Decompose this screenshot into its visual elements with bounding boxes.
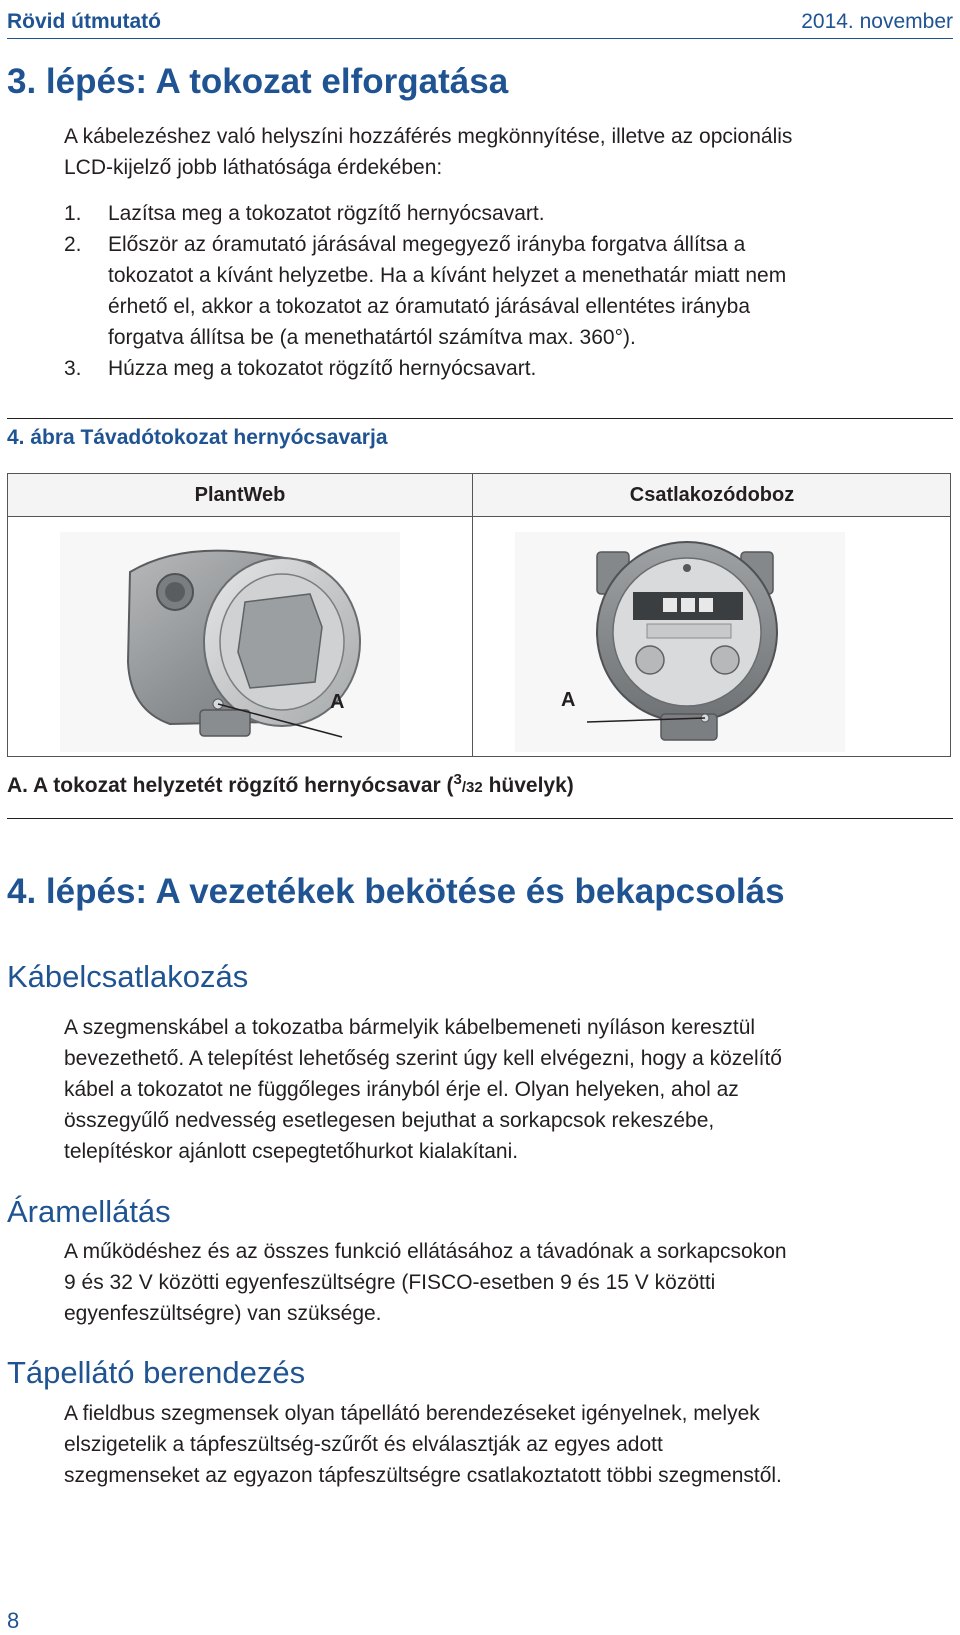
- figure-legend-suffix: hüvelyk): [482, 774, 574, 797]
- figure-legend-numerator: 3: [453, 771, 462, 788]
- list-item-line: Először az óramutató járásával megegyező irányba forgatva állítsa a: [108, 233, 746, 256]
- figure-top-rule: [7, 418, 953, 419]
- body-line: A fieldbus szegmensek olyan tápellátó berendezéseket igényelnek, melyek: [64, 1402, 760, 1425]
- plantweb-housing-image: [60, 532, 400, 752]
- list-item-number: 3.: [64, 357, 82, 380]
- page-number: 8: [7, 1608, 20, 1633]
- figure-legend-text: A. A tokozat helyzetét rögzítő hernyócsavar (: [7, 774, 454, 797]
- list-item: [64, 198, 944, 229]
- list-item-line: érhető el, akkor a tokozatot az óramutató járásával ellentétes irányba: [108, 295, 751, 318]
- figure-header-row: [8, 474, 950, 517]
- list-item-line: Lazítsa meg a tokozatot rögzítő hernyócsavart.: [108, 202, 545, 225]
- step3-intro-line: LCD-kijelző jobb láthatósága érdekében:: [64, 156, 443, 179]
- step3-intro-line: A kábelezéshez való helyszíni hozzáférés megkönnyítése, illetve az opcionális: [64, 125, 793, 148]
- list-item-number: 2.: [64, 233, 82, 256]
- body-line: A szegmenskábel a tokozatba bármelyik kábelbemeneti nyíláson keresztül: [64, 1016, 756, 1039]
- section-heading-power: Áramellátás: [7, 1194, 171, 1229]
- section-body-cable: [64, 1012, 944, 1167]
- section-heading-cable: Kábelcsatlakozás: [7, 959, 249, 994]
- body-line: kábel a tokozatot ne függőleges irányból érje el. Olyan helyeken, ahol az: [64, 1078, 739, 1101]
- body-line: bevezethető. A telepítést lehetőség szerint úgy kell elvégezni, hogy a közelítő: [64, 1047, 782, 1070]
- header-doc-type: Rövid útmutató: [7, 10, 161, 33]
- figure-column-divider: [472, 474, 473, 756]
- body-line: szegmenseket az egyazon tápfeszültségre csatlakoztatott többi szegmenstől.: [64, 1464, 782, 1487]
- figure-legend: [7, 771, 574, 798]
- figure-legend-denominator: /32: [461, 779, 483, 796]
- callout-a-left: A: [330, 691, 345, 713]
- body-line: összegyűlő nedvesség esetlegesen bejuthat a sorkapcsok rekeszébe,: [64, 1109, 715, 1132]
- step3-title: 3. lépés: A tokozat elforgatása: [7, 62, 509, 101]
- step3-list: [64, 198, 944, 384]
- list-item-number: 1.: [64, 202, 82, 225]
- body-line: 9 és 32 V közötti egyenfeszültségre (FISCO-esetben 9 és 15 V közötti: [64, 1271, 716, 1294]
- body-line: telepítéskor ajánlott csepegtetőhurkot kialakítani.: [64, 1140, 519, 1163]
- list-item: [64, 353, 944, 384]
- list-item-line: tokozatot a kívánt helyzetbe. Ha a kívánt helyzet a menethatár miatt nem: [108, 264, 787, 287]
- figure-caption: 4. ábra Távadótokozat hernyócsavarja: [7, 426, 388, 449]
- page-header: [7, 8, 953, 39]
- figure-bottom-rule: [7, 818, 953, 819]
- body-line: egyenfeszültségre) van szüksége.: [64, 1302, 382, 1325]
- figure-table: [7, 473, 951, 757]
- list-item: [64, 229, 944, 353]
- body-line: elszigetelik a tápfeszültség-szűrőt és elválasztják az egyes adott: [64, 1433, 663, 1456]
- callout-a-right: A: [561, 689, 576, 711]
- section-body-power-supply: [64, 1398, 944, 1491]
- body-line: A működéshez és az összes funkció ellátásához a távadónak a sorkapcsokon: [64, 1240, 787, 1263]
- figure-col-plantweb: PlantWeb: [194, 484, 286, 506]
- step4-title: 4. lépés: A vezetékek bekötése és bekapcsolás: [7, 872, 785, 911]
- junction-box-image: [515, 532, 845, 752]
- section-body-power: [64, 1236, 944, 1329]
- list-item-line: forgatva állítsa be (a menethatártól számítva max. 360°).: [108, 326, 636, 349]
- header-date: 2014. november: [801, 10, 953, 33]
- figure-col-junction-box: Csatlakozódoboz: [629, 484, 795, 506]
- section-heading-power-supply: Tápellátó berendezés: [7, 1355, 306, 1390]
- step3-intro: [64, 121, 944, 183]
- list-item-line: Húzza meg a tokozatot rögzítő hernyócsavart.: [108, 357, 537, 380]
